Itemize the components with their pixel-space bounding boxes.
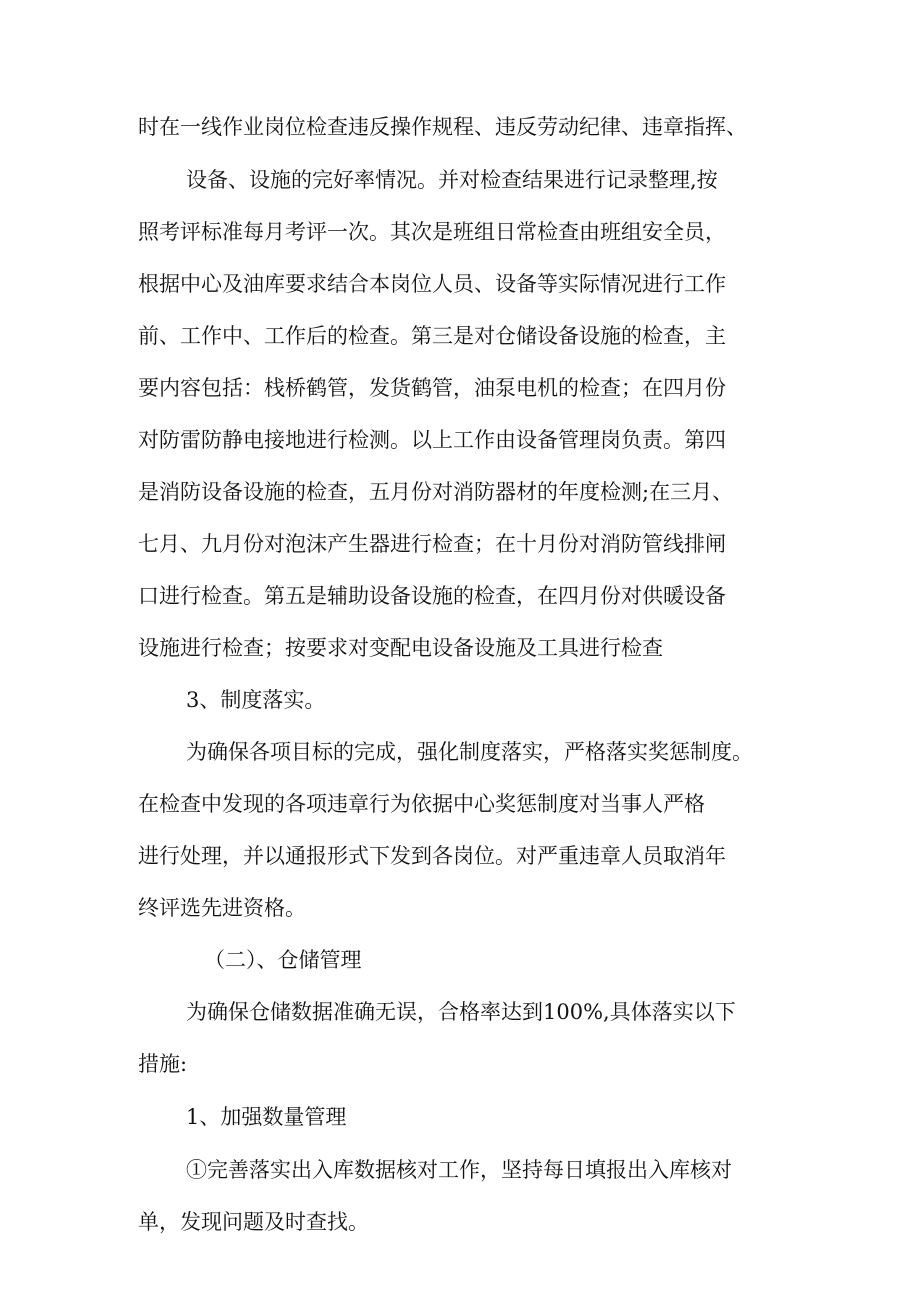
text-line-15: 进行处理，并以通报形式下发到各岗位。对严重违章人员取消年 xyxy=(138,844,726,868)
text-line-16: 终评选先进资格。 xyxy=(138,896,306,920)
section-heading-3: 3、制度落实。 xyxy=(186,688,326,712)
text-line-3: 照考评标准每月考评一次。其次是班组日常检查由班组安全员， xyxy=(138,220,726,244)
text-line-18: 为确保仓储数据准确无误，合格率达到100%,具体落实以下 xyxy=(186,1000,736,1024)
text-line-21: ①完善落实出入库数据核对工作，坚持每日填报出入库核对 xyxy=(186,1158,732,1182)
text-line-8: 是消防设备设施的检查，五月份对消防器材的年度检测;在三月、 xyxy=(138,480,734,504)
text-line-1: 时在一线作业岗位检查违反操作规程、违反劳动纪律、违章指挥、 xyxy=(138,115,747,139)
text-line-7: 对防雷防静电接地进行检测。以上工作由设备管理岗负责。第四 xyxy=(138,428,726,452)
text-line-13: 为确保各项目标的完成，强化制度落实，严格落实奖惩制度。 xyxy=(186,740,753,764)
subsection-heading-1: 1、加强数量管理 xyxy=(186,1105,347,1129)
text-line-14: 在检查中发现的各项违章行为依据中心奖惩制度对当事人严格 xyxy=(138,792,705,816)
text-line-5: 前、工作中、工作后的检查。第三是对仓储设备设施的检查，主 xyxy=(138,324,726,348)
text-line-2: 设备、设施的完好率情况。并对检查结果进行记录整理,按 xyxy=(186,168,718,192)
text-line-4: 根据中心及油库要求结合本岗位人员、设备等实际情况进行工作 xyxy=(138,272,726,296)
text-line-9: 七月、九月份对泡沫产生器进行检查；在十月份对消防管线排闸 xyxy=(138,532,726,556)
text-line-22: 单，发现问题及时查找。 xyxy=(138,1210,369,1234)
text-line-11: 设施进行检查；按要求对变配电设备设施及工具进行检查 xyxy=(138,636,663,660)
text-line-19: 措施: xyxy=(138,1052,188,1076)
section-heading-2: （二）、仓储管理 xyxy=(204,948,362,972)
text-line-10: 口进行检查。第五是辅助设备设施的检查，在四月份对供暖设备 xyxy=(138,584,726,608)
text-line-6: 要内容包括：栈桥鹤管，发货鹤管，油泵电机的检查；在四月份 xyxy=(138,376,726,400)
